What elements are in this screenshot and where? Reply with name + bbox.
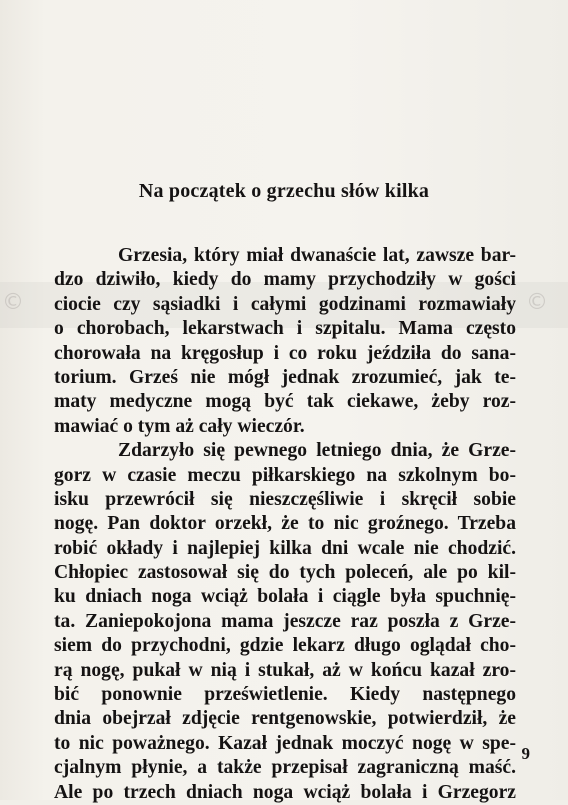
text-line: gorz w czasie meczu piłkarskiego na szkolnym bo- [54, 464, 516, 486]
text-line: bić ponownie prześwietlenie. Kiedy następnego [54, 684, 516, 706]
text-line: ciocie czy sąsiadki i całymi godzinami rozmawiały [54, 293, 516, 315]
text-line: Chłopiec zastosował się do tych poleceń, ale po kil- [54, 562, 516, 584]
chapter-title: Na początek o grzechu słów kilka [138, 180, 430, 202]
text-line: to nic poważnego. Kazał jednak moczyć nogę w spe- [54, 732, 516, 754]
text-line: torium. Grześ nie mógł jednak zrozumieć, jak te- [54, 366, 516, 388]
watermark-copyright-icon: © [526, 290, 548, 315]
text-line: ku dniach noga wciąż bolała i ciągle była spuchnię- [54, 586, 516, 608]
text-line: nogę. Pan doktor orzekł, że to nic groźnego. Trzeba [54, 513, 516, 535]
text-line: maty medyczne mogą być tak ciekawe, żeby roz- [54, 391, 516, 413]
text-line: isku przewrócił się nieszczęśliwie i skręcił sobie [54, 488, 516, 510]
page-number: 9 [521, 744, 530, 763]
text-line: rą nogę, pukał w nią i stukał, aż w końcu kazał zro- [54, 659, 516, 681]
text-line: ta. Zaniepokojona mama jeszcze raz poszła z Grze- [54, 610, 516, 632]
text-line: Ale po trzech dniach noga wciąż bolała i Grzegorz [54, 781, 516, 803]
text-line: dnia obejrzał zdjęcie rentgenowskie, potwierdził, że [54, 708, 516, 730]
text-line: Grzesia, który miał dwanaście lat, zawsze bar- [118, 245, 516, 266]
text-line: siem do przychodni, gdzie lekarz długo oglądał cho- [54, 635, 516, 657]
text-line: o chorobach, lekarstwach i szpitalu. Mama często [54, 318, 516, 340]
text-line: robić okłady i najlepiej kilka dni wcale nie chodzić. [54, 537, 516, 559]
body-text [54, 244, 516, 805]
text-line: chorowała na kręgosłup i co roku jeździła do sana- [54, 342, 516, 364]
text-line: cjalnym płynie, a także przepisał zagraniczną maść. [54, 757, 516, 779]
text-line: dzo dziwiło, kiedy do mamy przychodziły w gości [54, 269, 516, 291]
text-line: Zdarzyło się pewnego letniego dnia, że Grze- [118, 440, 516, 462]
watermark-copyright-icon: © [2, 290, 24, 315]
text-line: mawiać o tym aż cały wieczór. [54, 415, 305, 437]
